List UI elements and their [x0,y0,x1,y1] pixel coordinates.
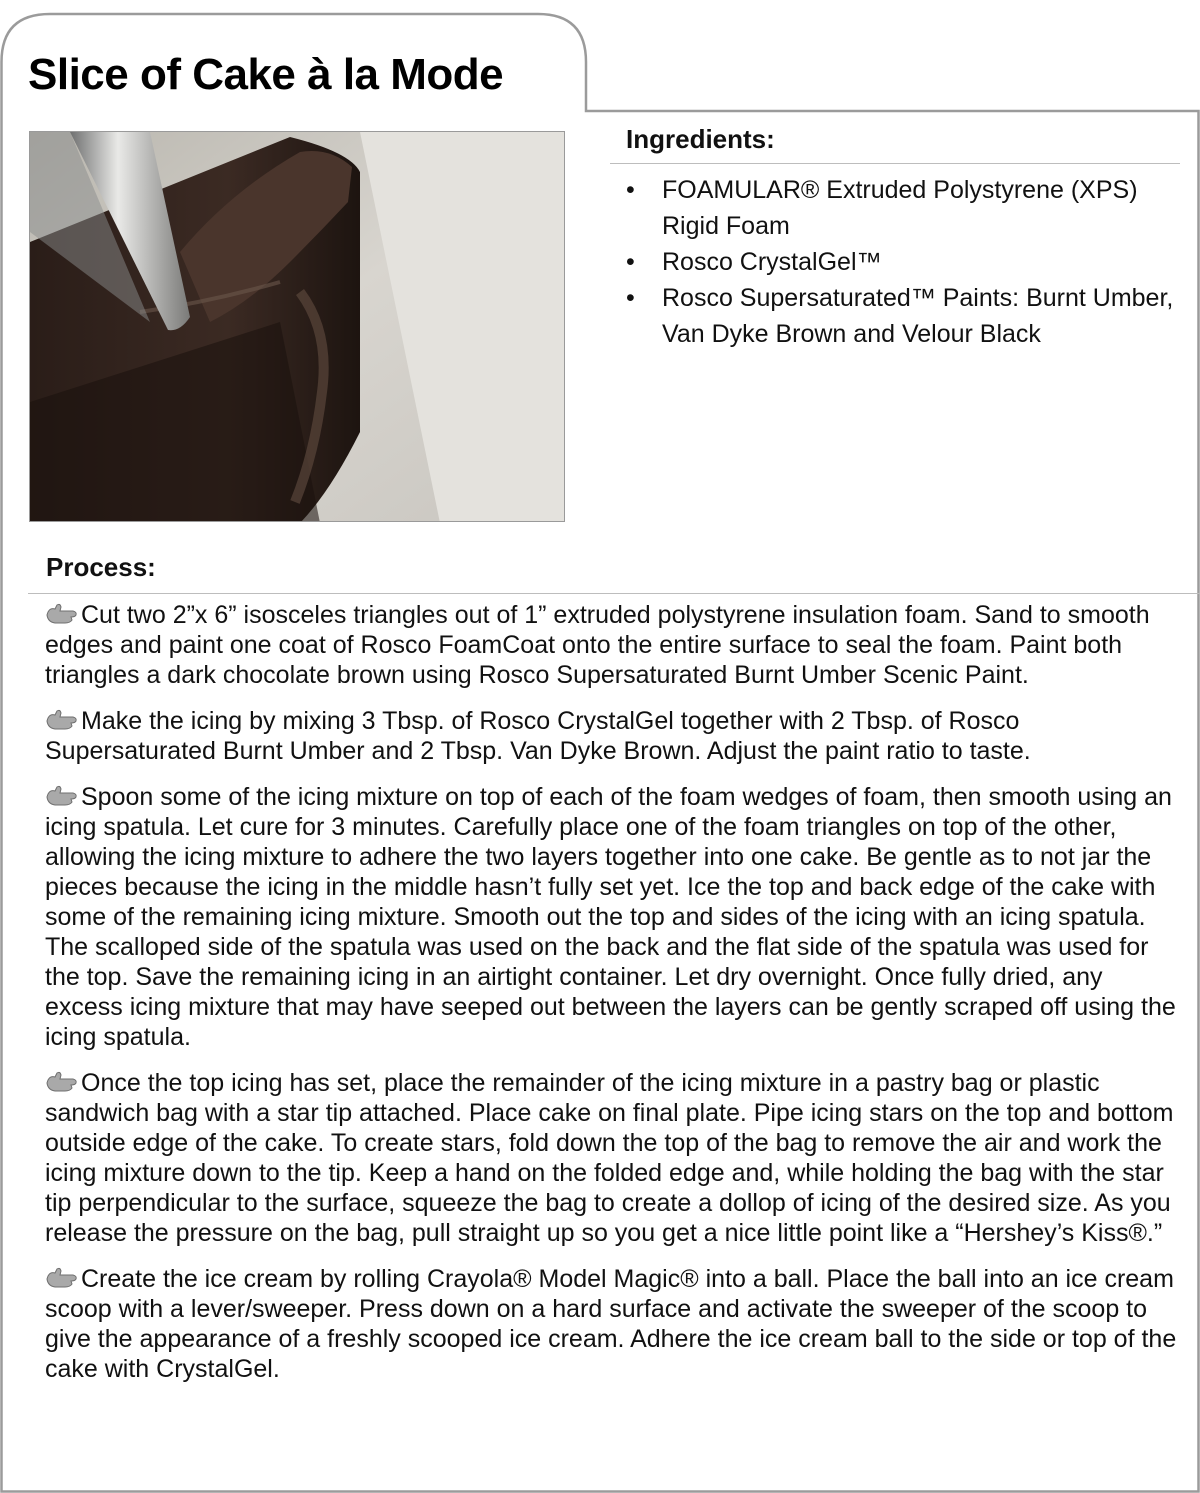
pointing-hand-icon [45,785,79,807]
ingredients-list [610,172,1180,352]
ingredients-section [610,124,1180,352]
ingredients-heading: Ingredients: [626,124,775,154]
process-step: Once the top icing has set, place the remainder of the icing mixture in a pastry bag or plastic sandwich bag with a star tip attached. Place cake on final plate. Pipe icing stars on the top and bottom outside edge of the cake. To create stars, fold down the top of the bag to remove the air and work the icing mixture down to the tip. Keep a hand on the folded edge and, while holding the bag with the star tip perpendicular to the surface, squeeze the bag to create a dollop of icing of the desired size. As you release the pressure on the bag, pull straight up so you get a nice little point like a “Hershey’s Kiss®.” [45,1069,1174,1247]
list-item: • FOAMULAR® Extruded Polystyrene (XPS) Rigid Foam [610,172,1180,244]
bullet-icon: • [626,248,635,276]
pointing-hand-icon [45,603,79,625]
process-step: Spoon some of the icing mixture on top of each of the foam wedges of foam, then smooth using an icing spatula. Let cure for 3 minutes. Carefully place one of the foam triangles on top of the other, allowing the icing mixture to adhere the two layers together into one cake. Be gentle as to not jar the pieces because the icing in the middle hasn’t fully set yet. Ice the top and back edge of the cake with some of the remaining icing mixture. Smooth out the top and sides of the icing with an icing spatula. The scalloped side of the spatula was used on the back and the flat side of the spatula was used for the top. Save the remaining icing in an airtight container. Let dry overnight. Once fully dried, any excess icing mixture that may have seeped out between the layers can be gently scraped off using the icing spatula. [45,783,1176,1051]
pointing-hand-icon [45,709,79,731]
pointing-hand-icon [45,1071,79,1093]
page-title: Slice of Cake à la Mode [28,50,504,99]
process-step: Make the icing by mixing 3 Tbsp. of Rosco CrystalGel together with 2 Tbsp. of Rosco Supersaturated Burnt Umber and 2 Tbsp. Van Dyke Brown. Adjust the paint ratio to taste. [45,707,1031,765]
bullet-icon: • [626,176,635,204]
process-step: Create the ice cream by rolling Crayola® Model Magic® into a ball. Place the ball into an ice cream scoop with a lever/sweeper. Press down on a hard surface and activate the sweeper of the scoop to give the appearance of a freshly scooped ice cream. Adhere the ice cream ball to the side or top of the cake with CrystalGel. [45,1265,1177,1383]
bullet-icon: • [626,284,635,312]
process-step: Cut two 2”x 6” isosceles triangles out of 1” extruded polystyrene insulation foam. Sand to smooth edges and paint one coat of Rosco FoamCoat onto the entire surface to seal the foam. Paint both triangles a dark chocolate brown using Rosco Supersaturated Burnt Umber Scenic Paint. [45,601,1150,689]
divider [28,593,1200,594]
list-item: • Rosco Supersaturated™ Paints: Burnt Umber, Van Dyke Brown and Velour Black [610,280,1180,352]
list-item: • Rosco CrystalGel™ [610,244,1180,280]
cake-photo [29,131,565,522]
process-heading: Process: [46,552,156,582]
pointing-hand-icon [45,1267,79,1289]
divider [610,163,1180,164]
process-section [28,552,1200,1400]
